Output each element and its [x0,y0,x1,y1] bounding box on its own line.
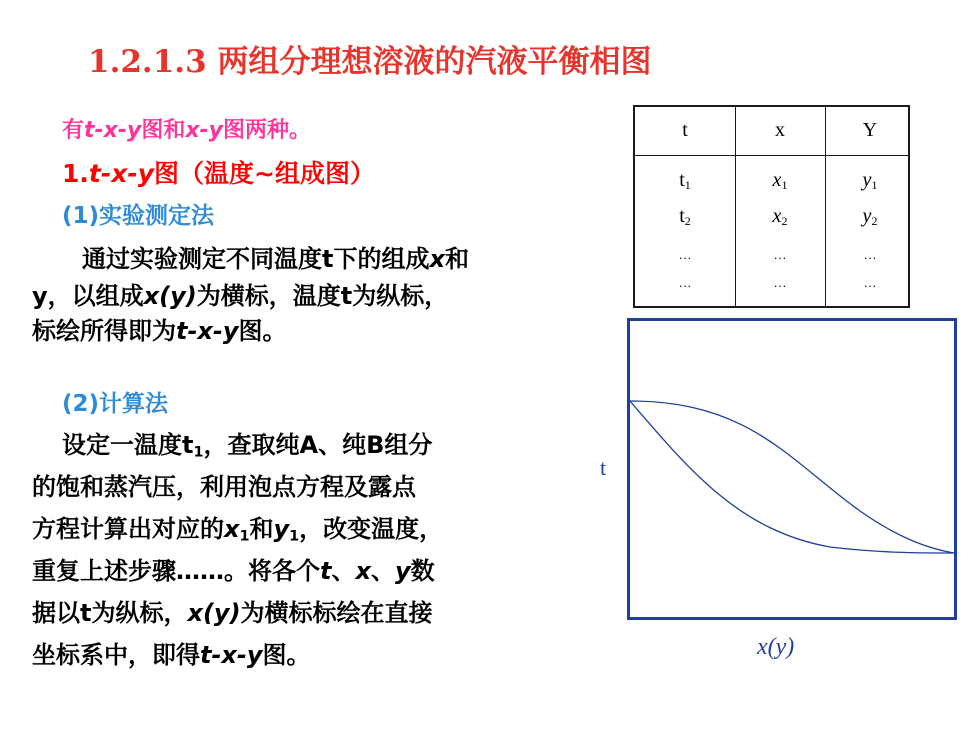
method2-line4 [32,551,435,586]
m2-l1s: 1 [193,444,204,461]
intro-prefix: 有 [62,118,85,143]
dew-point-curve [630,401,954,553]
method2-line6 [32,635,311,670]
table-ellipsis: … [863,247,877,262]
phase-diagram [627,318,957,620]
m2-l5b: 为横标标绘在直接 [240,599,433,627]
table-header-t: t [682,119,688,141]
method2-line1 [62,425,432,461]
m2-l1b: ，查取纯A、纯B组分 [203,431,433,459]
m2-l3ys: 1 [289,528,300,545]
m1-l3a: 标绘所得即为 [32,317,176,345]
m1-l2a: y，以组成 [32,282,144,310]
data-table [633,105,910,308]
m1-l1x: x [429,245,445,273]
y-axis-label: t [600,455,607,480]
m2-l4y: y [394,557,411,585]
m2-l4t: t [320,557,332,585]
method2-line2: 的饱和蒸汽压，利用泡点方程及露点 [32,473,416,501]
m1-l1b: 和 [444,245,469,273]
table-ellipsis: … [773,247,787,262]
m2-l3b: ，改变温度， [299,515,444,543]
m2-l4b: 数 [410,557,435,585]
page-title: 1.2.1.3 两组分理想溶液的汽液平衡相图 [88,44,652,80]
table-header-x: x [775,119,785,141]
m2-l3a: 方程计算出对应的 [32,515,224,543]
table-header-divider [635,155,908,156]
m2-l6b: 图。 [262,641,311,669]
m2-l5x: x(y) [187,599,241,627]
method1-heading: (1)实验测定法 [62,203,215,229]
phase-diagram-svg [630,321,954,617]
method2-heading: (2)计算法 [62,391,169,417]
m1-l2b: 为横标，温度t为纵标， [196,282,449,310]
m2-l3y: y [273,515,290,543]
m2-l4x: x [355,557,371,585]
intro-term2: x-y [185,118,224,143]
table-cell: $x_2$ [772,205,788,228]
table-cell: $y_1$ [862,169,878,192]
section-heading [62,154,375,190]
table-cell: $t_2$ [679,205,691,228]
m2-l1a: 设定一温度t [62,431,194,459]
x-axis-label: x(y) [757,634,795,660]
intro-term1: t-x-y [84,118,142,143]
table-ellipsis: … [678,275,692,290]
m2-l4s1: 、 [331,557,356,585]
section-num: 1. [62,159,89,188]
table-header-y: Y [862,119,878,141]
m1-l3x: t-x-y [176,317,239,345]
bubble-point-curve [630,401,954,553]
intro-line [62,113,311,144]
m1-l3b: 图。 [238,317,287,345]
method1-line2 [32,276,448,311]
m1-l2x: x(y) [143,282,197,310]
method1-line3 [32,311,287,346]
m2-l3x: x [224,515,240,543]
m2-l3xs: 1 [239,528,250,545]
m2-l4s2: 、 [370,557,395,585]
m2-l4a: 重复上述步骤……。将各个 [32,557,320,585]
m1-l1a: 通过实验测定不同温度t下的组成 [82,245,430,273]
method2-line3 [32,509,443,545]
table-ellipsis: … [773,275,787,290]
m2-l6x: t-x-y [200,641,263,669]
intro-suffix: 图两种。 [223,118,312,143]
section-rest: 图（温度~组成图） [154,159,375,188]
table-cell: $t_1$ [679,169,691,192]
section-term: t-x-y [88,159,155,188]
table-ellipsis: … [863,275,877,290]
m2-l6a: 坐标系中，即得 [32,641,200,669]
table-cell: $x_1$ [772,169,788,192]
table-ellipsis: … [678,247,692,262]
method2-line5 [32,593,433,628]
m2-l5a: 据以t为纵标， [32,599,188,627]
table-cell: $y_2$ [862,205,878,228]
intro-mid: 图和 [141,118,186,143]
m2-l3m: 和 [249,515,274,543]
method1-line1 [82,239,469,274]
